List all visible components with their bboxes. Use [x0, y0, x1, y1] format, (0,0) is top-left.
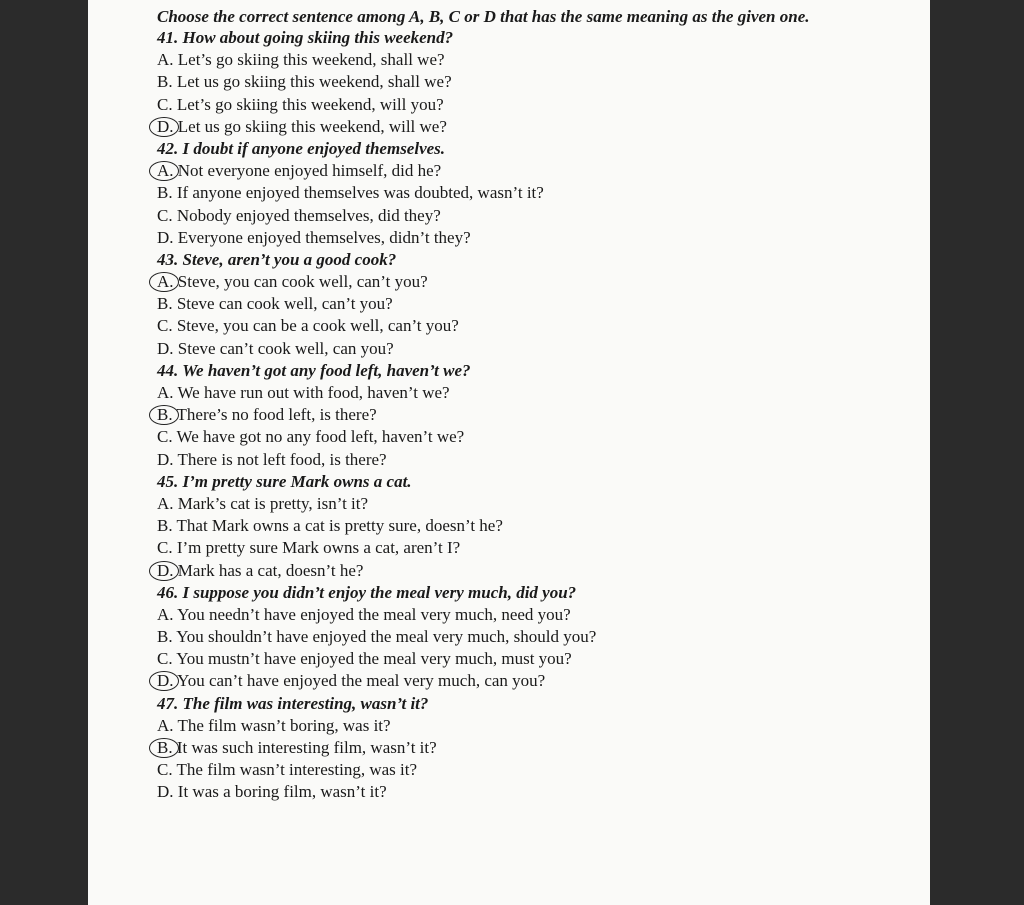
answer-option	[157, 382, 877, 404]
option-text: C. You mustn’t have enjoyed the meal very much, must you?	[157, 649, 572, 669]
option-text: A. We have run out with food, haven’t we?	[157, 383, 450, 402]
answer-option	[157, 604, 877, 626]
answer-circle-mark	[149, 561, 179, 581]
answer-option	[157, 71, 877, 93]
option-text: B. Steve can cook well, can’t you?	[157, 294, 393, 314]
answer-option	[157, 670, 877, 692]
answer-option	[157, 515, 877, 537]
answer-option	[157, 160, 877, 182]
option-text: C. Let’s go skiing this weekend, will you?	[157, 94, 444, 114]
answer-option	[157, 648, 877, 670]
answer-option	[157, 227, 877, 249]
answer-option	[157, 271, 877, 293]
question-list	[157, 27, 877, 804]
document-content	[157, 4, 877, 804]
option-text: A. Mark’s cat is pretty, isn’t it?	[157, 493, 369, 513]
answer-circle-mark	[149, 161, 179, 181]
answer-circle-mark	[149, 272, 179, 292]
option-text: B. It was such interesting film, wasn’t it?	[157, 738, 437, 757]
question-block	[157, 138, 877, 249]
answer-option	[157, 94, 877, 116]
answer-option	[157, 626, 877, 648]
option-text: A. You needn’t have enjoyed the meal very much, need you?	[157, 604, 571, 624]
option-text: C. Steve, you can be a cook well, can’t you?	[157, 316, 459, 336]
option-text: C. Nobody enjoyed themselves, did they?	[157, 205, 441, 225]
option-text: D. Mark has a cat, doesn’t he?	[157, 560, 364, 580]
option-text: A. Let’s go skiing this weekend, shall we?	[157, 50, 445, 70]
option-text: D. Steve can’t cook well, can you?	[157, 338, 394, 358]
answer-option	[157, 759, 877, 781]
answer-option	[157, 205, 877, 227]
option-text: D. You can’t have enjoyed the meal very much, can you?	[157, 671, 546, 691]
answer-option	[157, 560, 877, 582]
option-text: B. There’s no food left, is there?	[157, 405, 377, 425]
answer-option	[157, 404, 877, 426]
question-block	[157, 582, 877, 693]
question-title: 47. The film was interesting, wasn’t it?	[157, 693, 429, 713]
option-text: B. Let us go skiing this weekend, shall we?	[157, 72, 452, 92]
answer-option	[157, 781, 877, 803]
answer-option	[157, 315, 877, 337]
question-title: 41. How about going skiing this weekend?	[157, 28, 454, 47]
question-block	[157, 249, 877, 360]
option-text: D. Everyone enjoyed themselves, didn’t they?	[157, 227, 471, 247]
option-text: A. Not everyone enjoyed himself, did he?	[157, 161, 442, 181]
answer-option	[157, 737, 877, 759]
answer-option	[157, 449, 877, 471]
option-text: D. There is not left food, is there?	[157, 449, 387, 469]
question-title: 46. I suppose you didn’t enjoy the meal very much, did you?	[157, 582, 577, 602]
question-block	[157, 471, 877, 582]
option-text: B. If anyone enjoyed themselves was doubted, wasn’t it?	[157, 183, 544, 203]
answer-option	[157, 293, 877, 315]
question-block	[157, 27, 877, 138]
option-text: D. Let us go skiing this weekend, will we?	[157, 116, 447, 136]
instruction-text: Choose the correct sentence among A, B, C or D that has the same meaning as the given one.	[157, 7, 810, 26]
question-block	[157, 360, 877, 471]
answer-circle-mark	[149, 738, 179, 758]
option-text: B. That Mark owns a cat is pretty sure, doesn’t he?	[157, 516, 503, 536]
option-text: C. I’m pretty sure Mark owns a cat, aren’t I?	[157, 538, 461, 558]
question-title: 44. We haven’t got any food left, haven’t we?	[157, 360, 471, 380]
answer-option	[157, 493, 877, 515]
answer-option	[157, 715, 877, 737]
answer-option	[157, 426, 877, 448]
answer-option	[157, 49, 877, 71]
option-text: B. You shouldn’t have enjoyed the meal very much, should you?	[157, 627, 597, 647]
question-title: 43. Steve, aren’t you a good cook?	[157, 249, 397, 269]
question-title: 45. I’m pretty sure Mark owns a cat.	[157, 471, 412, 491]
option-text: D. It was a boring film, wasn’t it?	[157, 782, 387, 802]
option-text: C. The film wasn’t interesting, was it?	[157, 760, 417, 780]
option-text: C. We have got no any food left, haven’t we?	[157, 427, 465, 447]
answer-option	[157, 116, 877, 138]
option-text: A. The film wasn’t boring, was it?	[157, 715, 391, 735]
option-text: A. Steve, you can cook well, can’t you?	[157, 272, 428, 292]
question-block	[157, 693, 877, 804]
question-title: 42. I doubt if anyone enjoyed themselves.	[157, 138, 446, 158]
answer-circle-mark	[149, 117, 179, 137]
answer-option	[157, 537, 877, 559]
answer-option	[157, 338, 877, 360]
answer-option	[157, 182, 877, 204]
